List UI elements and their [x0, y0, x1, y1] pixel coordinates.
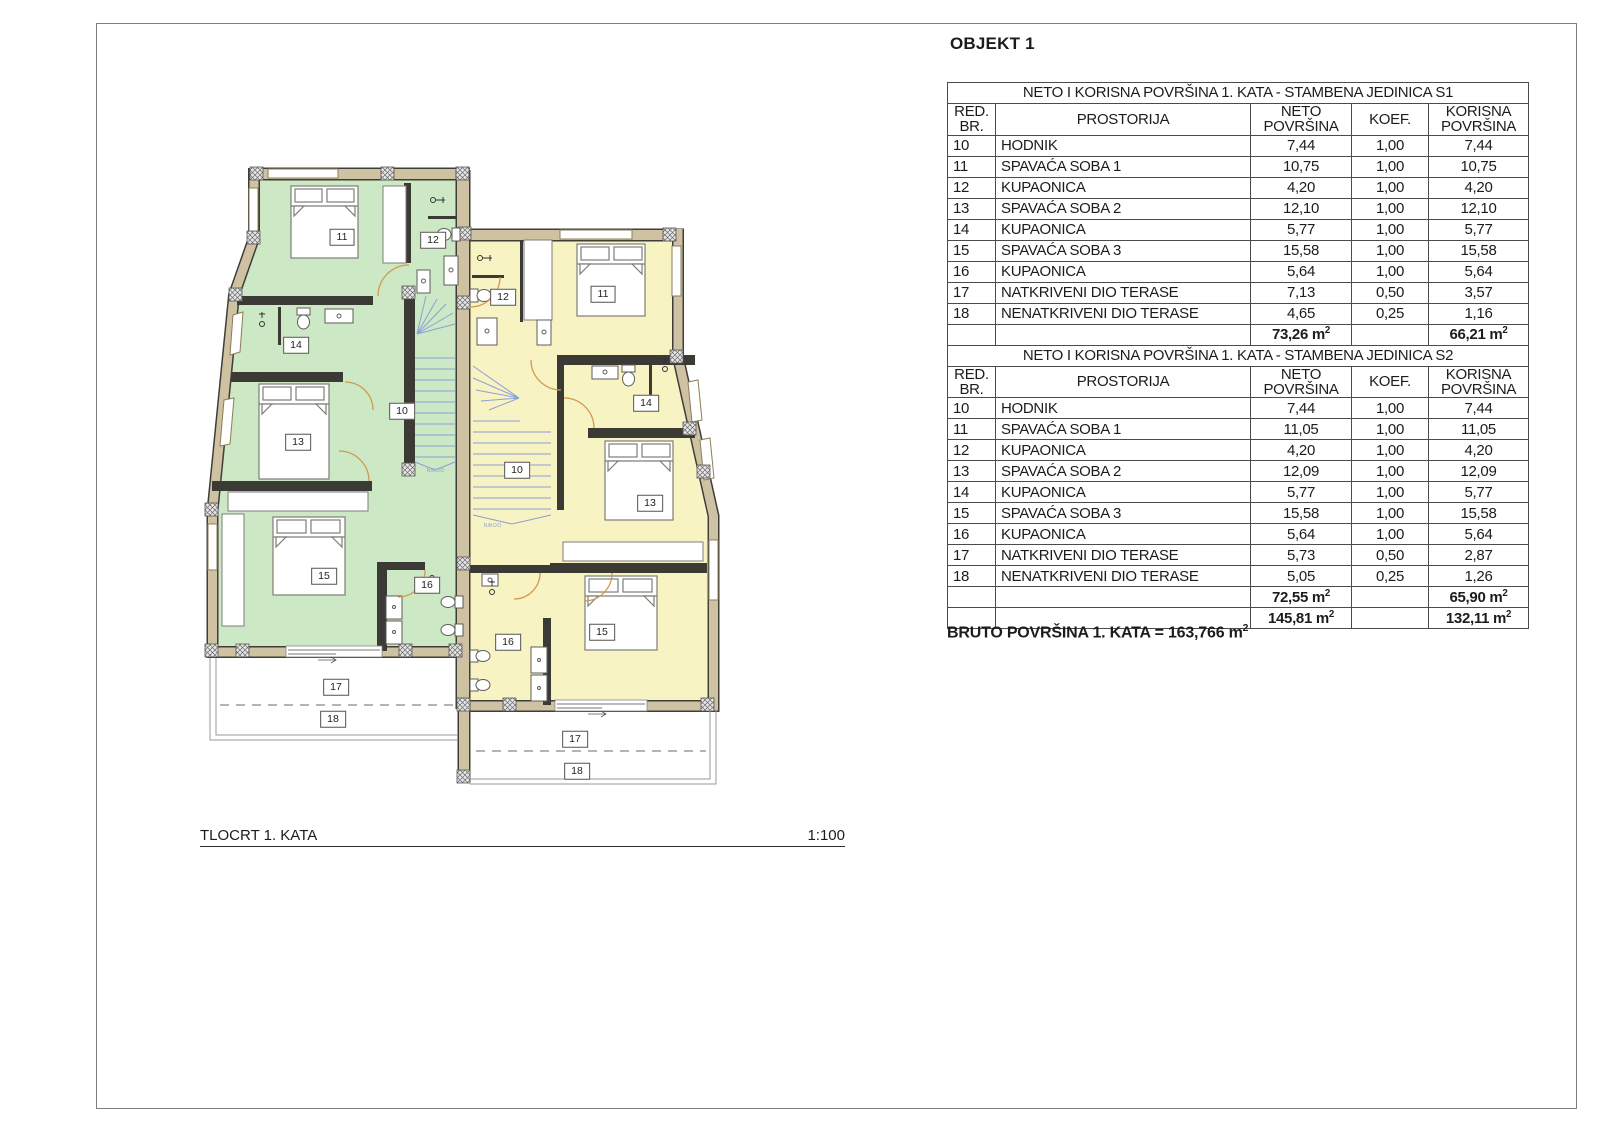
- table-cell: 1,00: [1352, 177, 1429, 198]
- table-cell: SPAVAĆA SOBA 3: [996, 240, 1251, 261]
- sink: [417, 270, 430, 293]
- room-label-16: 16: [414, 577, 440, 594]
- table-cell: 2,87: [1429, 545, 1529, 566]
- neto-total: 72,55 $m^2$: [1251, 587, 1352, 608]
- column-header: KORISNA POVRŠINA: [1429, 366, 1529, 398]
- table-row: [948, 177, 1529, 198]
- toilet: [470, 289, 491, 302]
- table-cell: 1,00: [1352, 419, 1429, 440]
- table-cell: SPAVAĆA SOBA 1: [996, 419, 1251, 440]
- bed-s1-room11: [291, 186, 358, 258]
- column-header: NETO POVRŠINA: [1251, 104, 1352, 136]
- table-cell: 1,26: [1429, 566, 1529, 587]
- table-cell: 1,00: [1352, 135, 1429, 156]
- column-header: PROSTORIJA: [996, 366, 1251, 398]
- table-cell: 4,20: [1251, 440, 1352, 461]
- table-cell: SPAVAĆA SOBA 3: [996, 503, 1251, 524]
- sink: [444, 256, 458, 285]
- table-cell: 7,44: [1251, 398, 1352, 419]
- table-cell: KUPAONICA: [996, 261, 1251, 282]
- table-cell: 14: [948, 482, 996, 503]
- bed-s1-room13: [259, 384, 329, 479]
- table-row: [948, 282, 1529, 303]
- table-cell: 10: [948, 135, 996, 156]
- table-title: NETO I KORISNA POVRŠINA 1. KATA - STAMBENA JEDINICA S2: [948, 345, 1529, 366]
- table-row: [948, 303, 1529, 324]
- toilet: [470, 679, 490, 691]
- drawing-scale: 1:100: [807, 827, 845, 844]
- table-cell: 5,64: [1251, 524, 1352, 545]
- table-cell: 11: [948, 156, 996, 177]
- room-label-11: 11: [591, 286, 616, 303]
- table-cell: 1,16: [1429, 303, 1529, 324]
- cabinet: [531, 647, 547, 673]
- column-header: NETO POVRŠINA: [1251, 366, 1352, 398]
- table-cell: 1,00: [1352, 461, 1429, 482]
- korisna-total: 66,21 $m^2$: [1429, 324, 1529, 345]
- table-cell: 1,00: [1352, 398, 1429, 419]
- room-label-12: 12: [420, 232, 446, 249]
- table-cell: 5,73: [1251, 545, 1352, 566]
- table-cell: 7,44: [1429, 135, 1529, 156]
- column-header: KORISNA POVRŠINA: [1429, 104, 1529, 136]
- table-cell: SPAVAĆA SOBA 2: [996, 198, 1251, 219]
- table-row: [948, 461, 1529, 482]
- table-cell: NATKRIVENI DIO TERASE: [996, 282, 1251, 303]
- room-label-10: 10: [504, 462, 530, 479]
- room-label-16: 16: [495, 634, 521, 651]
- room-label-14: 14: [633, 395, 659, 412]
- column-header: KOEF.: [1352, 366, 1429, 398]
- table-cell: NATKRIVENI DIO TERASE: [996, 545, 1251, 566]
- table-cell: 12,09: [1429, 461, 1529, 482]
- table-cell: 1,00: [1352, 440, 1429, 461]
- neto-total: 145,81 $m^2$: [1251, 608, 1352, 629]
- room-label-18: 18: [320, 711, 346, 728]
- table-row: [948, 219, 1529, 240]
- room-label-13: 13: [285, 434, 311, 451]
- table-cell: 5,64: [1429, 524, 1529, 545]
- room-label-14: 14: [283, 337, 309, 354]
- table-row: [948, 419, 1529, 440]
- table-cell: 13: [948, 461, 996, 482]
- totals-row: [948, 587, 1529, 608]
- table-cell: 16: [948, 524, 996, 545]
- table-cell: 17: [948, 282, 996, 303]
- table-cell: 15,58: [1251, 503, 1352, 524]
- room-label-17: 17: [323, 679, 349, 696]
- table-cell: 5,77: [1251, 219, 1352, 240]
- totals-row: [948, 324, 1529, 345]
- table-cell: 0,50: [1352, 545, 1429, 566]
- table-cell: 12,09: [1251, 461, 1352, 482]
- table-cell: 1,00: [1352, 198, 1429, 219]
- neto-total: 73,26 $m^2$: [1251, 324, 1352, 345]
- table-row: [948, 398, 1529, 419]
- table-cell: KUPAONICA: [996, 524, 1251, 545]
- toilet: [297, 308, 310, 329]
- toilet: [441, 624, 463, 636]
- table-cell: 5,64: [1429, 261, 1529, 282]
- table-cell: HODNIK: [996, 135, 1251, 156]
- table-row: [948, 135, 1529, 156]
- table-cell: 15: [948, 503, 996, 524]
- table-cell: 11: [948, 419, 996, 440]
- table-cell: 11,05: [1429, 419, 1529, 440]
- table-cell: 14: [948, 219, 996, 240]
- table-row: [948, 566, 1529, 587]
- table-row: [948, 482, 1529, 503]
- column-header: PROSTORIJA: [996, 104, 1251, 136]
- sink: [477, 318, 497, 345]
- table-cell: 1,00: [1352, 482, 1429, 503]
- korisna-total: 65,90 $m^2$: [1429, 587, 1529, 608]
- table-cell: 7,44: [1429, 398, 1529, 419]
- table-cell: 4,20: [1429, 177, 1529, 198]
- korisna-total: 132,11 $m^2$: [1429, 608, 1529, 629]
- table-row: [948, 545, 1529, 566]
- room-label-13: 13: [637, 495, 663, 512]
- table-cell: 10: [948, 398, 996, 419]
- table-cell: 0,25: [1352, 566, 1429, 587]
- toilet: [622, 365, 635, 386]
- table-row: [948, 261, 1529, 282]
- table-cell: 15,58: [1251, 240, 1352, 261]
- footer-rule: [200, 846, 845, 847]
- table-row: [948, 156, 1529, 177]
- stairs-down-label-s2: DOWN: [483, 521, 501, 527]
- table-cell: 4,20: [1251, 177, 1352, 198]
- sink: [592, 366, 618, 379]
- table-cell: 12,10: [1251, 198, 1352, 219]
- table-cell: 10,75: [1251, 156, 1352, 177]
- table-cell: 0,50: [1352, 282, 1429, 303]
- table-cell: SPAVAĆA SOBA 1: [996, 156, 1251, 177]
- table-title: NETO I KORISNA POVRŠINA 1. KATA - STAMBENA JEDINICA S1: [948, 83, 1529, 104]
- toilet: [470, 650, 490, 662]
- table-cell: 1,00: [1352, 261, 1429, 282]
- room-label-10: 10: [389, 403, 415, 420]
- table-cell: 10,75: [1429, 156, 1529, 177]
- stairs-down-label-s1: DOWN: [426, 466, 444, 472]
- room-label-11: 11: [330, 229, 355, 246]
- table-cell: 13: [948, 198, 996, 219]
- toilet: [441, 596, 463, 608]
- column-header: KOEF.: [1352, 104, 1429, 136]
- drawing-title: TLOCRT 1. KATA: [200, 827, 318, 844]
- table-cell: 12: [948, 177, 996, 198]
- bruto-total: BRUTO POVRŠINA 1. KATA = 163,766 $m^2$: [947, 623, 1249, 642]
- room-label-15: 15: [311, 568, 337, 585]
- room-label-17: 17: [562, 731, 588, 748]
- table-cell: NENATKRIVENI DIO TERASE: [996, 303, 1251, 324]
- table-cell: 15,58: [1429, 240, 1529, 261]
- room-label-18: 18: [564, 763, 590, 780]
- table-cell: 1,00: [1352, 156, 1429, 177]
- table-cell: 0,25: [1352, 303, 1429, 324]
- table-cell: HODNIK: [996, 398, 1251, 419]
- table-cell: 1,00: [1352, 503, 1429, 524]
- table-cell: 3,57: [1429, 282, 1529, 303]
- table-row: [948, 240, 1529, 261]
- table-cell: KUPAONICA: [996, 177, 1251, 198]
- area-table: [947, 82, 1529, 629]
- cabinet: [531, 675, 547, 701]
- bed-s2-room11: [577, 244, 645, 316]
- table-cell: KUPAONICA: [996, 219, 1251, 240]
- table-cell: 1,00: [1352, 240, 1429, 261]
- table-cell: 15,58: [1429, 503, 1529, 524]
- room-label-12: 12: [490, 289, 516, 306]
- table-cell: 5,05: [1251, 566, 1352, 587]
- table-cell: 4,20: [1429, 440, 1529, 461]
- table-cell: 16: [948, 261, 996, 282]
- table-cell: 18: [948, 566, 996, 587]
- table-row: [948, 440, 1529, 461]
- table-cell: KUPAONICA: [996, 440, 1251, 461]
- column-header: RED. BR.: [948, 104, 996, 136]
- cabinet: [386, 596, 402, 619]
- table-cell: 7,44: [1251, 135, 1352, 156]
- objekt-title: OBJEKT 1: [950, 34, 1035, 53]
- table-row: [948, 198, 1529, 219]
- table-cell: 17: [948, 545, 996, 566]
- table-cell: 5,77: [1429, 219, 1529, 240]
- table-cell: KUPAONICA: [996, 482, 1251, 503]
- table-cell: 11,05: [1251, 419, 1352, 440]
- table-cell: 18: [948, 303, 996, 324]
- table-cell: 1,00: [1352, 219, 1429, 240]
- table-row: [948, 524, 1529, 545]
- table-row: [948, 503, 1529, 524]
- sink: [325, 309, 353, 323]
- cabinet: [386, 621, 402, 644]
- sink: [482, 574, 498, 586]
- column-header: RED. BR.: [948, 366, 996, 398]
- area-tables: [947, 82, 1528, 629]
- table-cell: 15: [948, 240, 996, 261]
- table-cell: 5,64: [1251, 261, 1352, 282]
- table-cell: 12: [948, 440, 996, 461]
- room-label-15: 15: [589, 624, 615, 641]
- table-cell: 5,77: [1429, 482, 1529, 503]
- table-cell: 5,77: [1251, 482, 1352, 503]
- table-cell: 4,65: [1251, 303, 1352, 324]
- table-cell: NENATKRIVENI DIO TERASE: [996, 566, 1251, 587]
- table-cell: 12,10: [1429, 198, 1529, 219]
- table-cell: SPAVAĆA SOBA 2: [996, 461, 1251, 482]
- table-cell: 7,13: [1251, 282, 1352, 303]
- sink: [537, 320, 551, 345]
- table-cell: 1,00: [1352, 524, 1429, 545]
